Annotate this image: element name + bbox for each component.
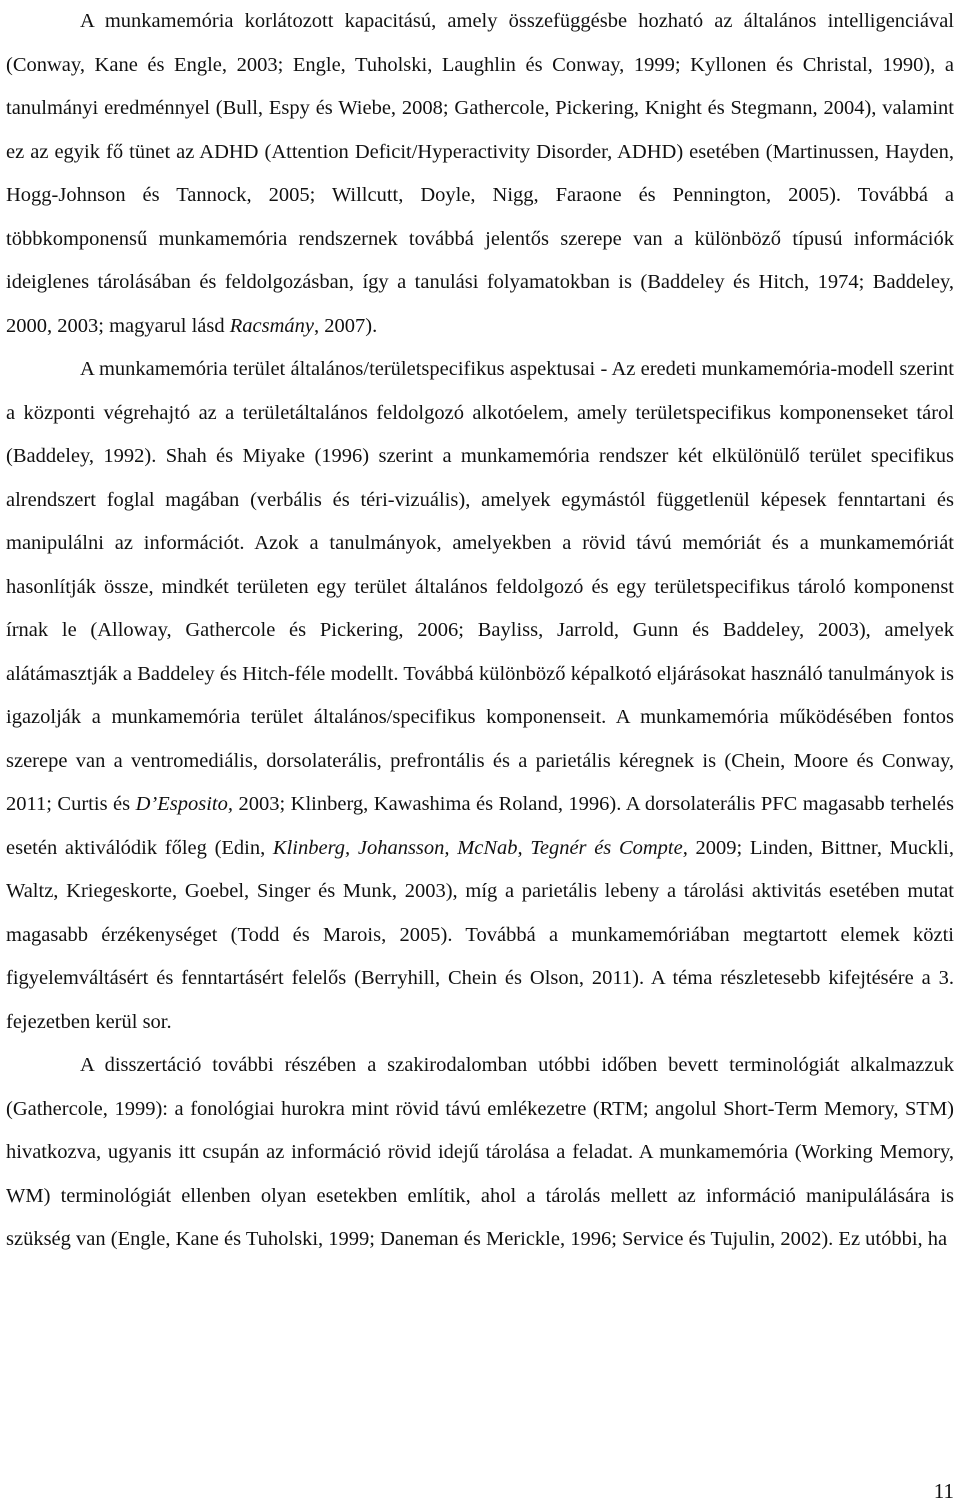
text-segment: A munkamemória terület általános/területspecifikus aspektusai - Az eredeti munkamemória-modell szerint a központi végrehajtó az a területáltalános feldolgozó alkotóelem, amely területspecifikus komponenseket tárol (Baddeley, 1992). Shah és Miyake (1996) szerint a munkamemória rendszer két elkülönülő terület specifikus alrendszert foglal magában (verbális és téri-vizuális), amelyek egymástól függetlenül képesek fenntartani és manipulálni az információt. Azok a tanulmányok, amelyekben a rövid távú memóriát és a munkamemóriát hasonlítják össze, mindkét területen egy terület általános feldolgozó és egy területspecifikus tároló komponenst írnak le (Alloway, Gathercole és Pickering, 2006; Bayliss, Jarrold, Gunn és Baddeley, 2003), amelyek alátámasztják a Baddeley és Hitch-féle modellt. Továbbá különböző képalkotó eljárásokat használó tanulmányok is igazolják a munkamemória terület általános/specifikus komponenseit. A munkamemória működésében fontos szerepe van a ventromediális, dorsolaterális, prefrontális és a parietális kéregnek is (Chein, Moore és Conway, 2011; Curtis és xyxy=(6,358,954,815)
text-segment: 2003; Klinberg, Kawashima és Roland, 1996). A dorsolaterális PFC magasabb terhelés esetén aktiválódik főleg (Edin, xyxy=(6,793,954,859)
text-segment: A munkamemória korlátozott kapacitású, amely összefüggésbe hozható az általános intelligenciával (Conway, Kane és Engle, 2003; Engle, Tuholski, Laughlin és Conway, 1999; Kyllonen és Christal, 1990), a tanulmányi eredménnyel (Bull, Espy és Wiebe, 2008; Gathercole, Pickering, Knight és Stegmann, 2004), valamint ez az egyik fő tünet az ADHD (Attention Deficit/Hyperactivity Disorder, ADHD) esetében (Martinussen, Hayden, Hogg-Johnson és Tannock, 2005; Willcutt, Doyle, Nigg, Faraone és Pennington, 2005). Továbbá a többkomponensű munkamemória rendszernek továbbá jelentős szerepe van a különböző típusú információk ideiglenes tárolásában és feldolgozásban, így a tanulási folyamatokban is (Baddeley és Hitch, 1974; Baddeley, 2000, 2003; magyarul lásd xyxy=(6,10,954,337)
italic-text-segment: Racsmány xyxy=(229,314,315,337)
text-segment: 2009; Linden, Bittner, Muckli, Waltz, Kriegeskorte, Goebel, Singer és Munk, 2003), míg a parietális lebeny a tárolási aktivitás esetében mutat magasabb érzékenységet (Todd és Marois, 2005). Továbbá a munkamemóriában megtartott elemek közti figyelemváltásért és fenntartásért felelős (Berryhill, Chein és Olson, 2011). A téma részletesebb kifejtésére a 3. fejezetben kerül sor. xyxy=(6,836,954,1033)
page-number: 11 xyxy=(933,1479,954,1503)
paragraph-3 xyxy=(6,1044,954,1262)
paragraph-2 xyxy=(6,348,954,1044)
text-segment: , 2007). xyxy=(314,314,378,337)
paragraph-1 xyxy=(6,0,954,348)
italic-text-segment: Klinberg, Johansson, McNab, Tegnér és Compte, xyxy=(272,836,688,859)
italic-text-segment: D’Esposito, xyxy=(135,793,233,815)
text-segment: A disszertáció további részében a szakirodalomban utóbbi időben bevett terminológiát alkalmazzuk (Gathercole, 1999): a fonológiai hurokra mint rövid távú emlékezetre (RTM; angolul Short-Term Memory, STM) hivatkozva, ugyanis itt csupán az információ rövid idejű tárolása a feladat. A munkamemória (Working Memory, WM) terminológiát ellenben olyan esetekben említik, ahol a tárolás mellett az információ manipulálására is szükség van (Engle, Kane és Tuholski, 1999; Daneman és Merickle, 1996; Service és Tujulin, 2002). Ez utóbbi, ha xyxy=(6,1054,954,1250)
page-body xyxy=(6,0,954,1262)
